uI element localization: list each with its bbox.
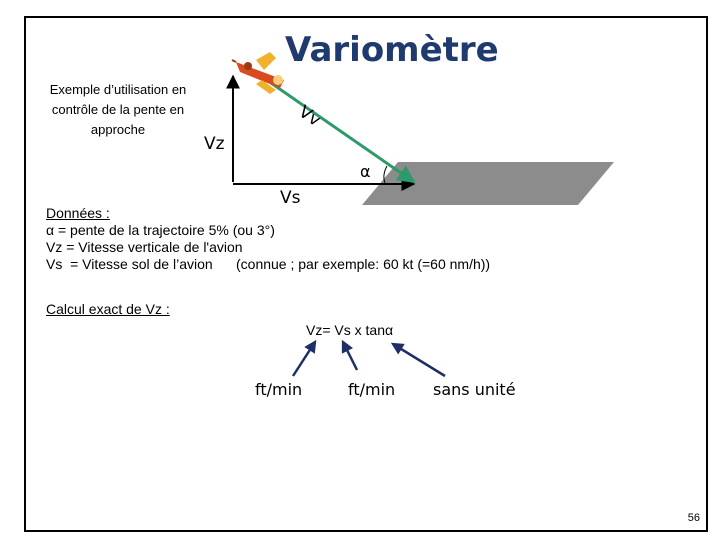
- formula: Vz= Vs x tanα: [306, 322, 394, 338]
- page-number: 56: [687, 512, 700, 524]
- data-line-vs: Vs = Vitesse sol de l’avion (connue ; par exemple: 60 kt (=60 nm/h)): [46, 256, 491, 272]
- data-heading: Données :: [46, 205, 110, 221]
- pointer-vs: [343, 342, 357, 370]
- vz-label: Vz: [204, 134, 225, 154]
- pointer-tan: [393, 344, 445, 376]
- vv-label: Vv: [294, 102, 324, 131]
- alpha-label: α: [360, 162, 371, 181]
- unit-vz: ft/min: [255, 380, 303, 399]
- unit-vs: ft/min: [348, 380, 396, 399]
- data-line-alpha: α = pente de la trajectoire 5% (ou 3°): [46, 222, 275, 238]
- example-caption: Exemple d’utilisation en contrôle de la pente en approche: [49, 82, 187, 137]
- trajectory-line: [258, 74, 414, 182]
- data-line-vz: Vz = Vitesse verticale de l'avion: [46, 239, 243, 255]
- unit-tan: sans unité: [433, 380, 516, 399]
- pointer-vz: [293, 342, 315, 376]
- vs-label: Vs: [280, 188, 301, 208]
- calc-heading: Calcul exact de Vz :: [46, 301, 170, 317]
- slide-title: Variomètre: [285, 30, 499, 70]
- data-section: [46, 205, 490, 273]
